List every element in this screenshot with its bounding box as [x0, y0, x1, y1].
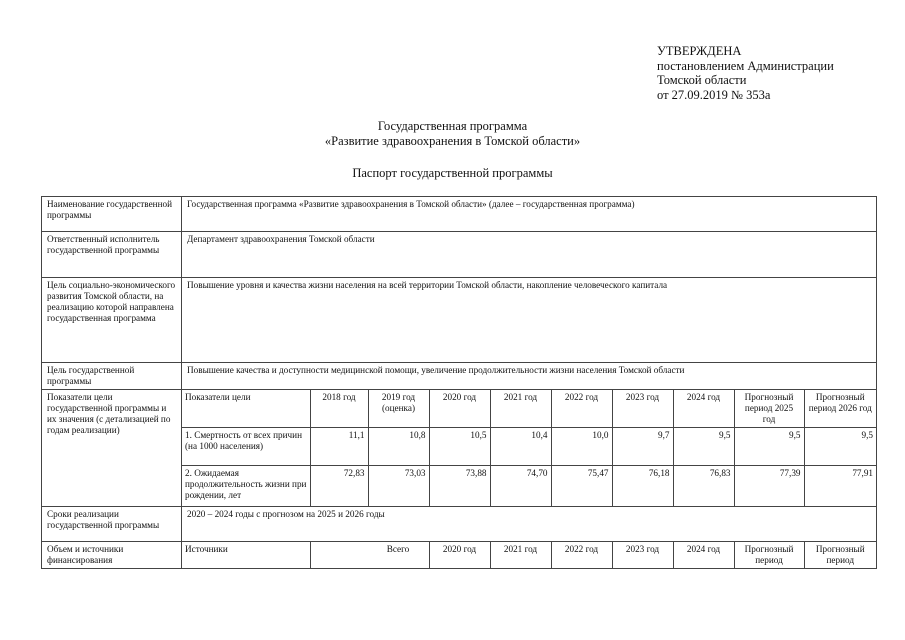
row-indicators [42, 390, 877, 507]
row-name [42, 197, 877, 232]
indicator-value: 76,83 [673, 466, 734, 507]
indicator-value: 73,88 [429, 466, 490, 507]
indicator-value: 9,5 [673, 428, 734, 466]
indicator-value: 9,7 [612, 428, 673, 466]
row-goal-program [42, 363, 877, 390]
row-label: Объем и источники финансирования [42, 542, 182, 569]
funding-header-2022: 2022 год [551, 542, 612, 568]
indicator-value: 9,5 [734, 428, 804, 466]
approval-heading: УТВЕРЖДЕНА [657, 44, 742, 58]
indicators-header-2020: 2020 год [429, 390, 490, 428]
indicators-cell [182, 390, 877, 507]
indicator-name: 2. Ожидаемая продолжительность жизни при рождении, лет [182, 466, 310, 507]
indicator-value: 77,39 [734, 466, 804, 507]
funding-header-2020: 2020 год [429, 542, 490, 568]
indicator-value: 73,03 [368, 466, 429, 507]
table-row [182, 428, 876, 466]
row-value: 2020 – 2024 годы с прогнозом на 2025 и 2026 годы [182, 507, 877, 542]
row-label: Цель социально-экономического развития Томской области, на реализацию которой направлена государственная программа [42, 278, 182, 363]
row-label: Сроки реализации государственной программы [42, 507, 182, 542]
indicator-value: 10,8 [368, 428, 429, 466]
indicator-name: 1. Смертность от всех причин (на 1000 населения) [182, 428, 310, 466]
indicators-header-2022: 2022 год [551, 390, 612, 428]
row-label: Наименование государственной программы [42, 197, 182, 232]
program-title-line-2: «Развитие здравоохранения в Томской области» [324, 133, 581, 148]
indicators-header-2024: 2024 год [673, 390, 734, 428]
funding-header-sources: Источники [182, 542, 310, 568]
indicator-value: 75,47 [551, 466, 612, 507]
indicators-header-2019: 2019 год (оценка) [368, 390, 429, 428]
approval-line-3: от 27.09.2019 № 353а [657, 87, 771, 102]
indicators-table [182, 390, 876, 506]
indicators-header [182, 390, 876, 428]
row-label: Цель государственной программы [42, 363, 182, 390]
indicators-header-2021: 2021 год [490, 390, 551, 428]
indicators-header-2025: Прогнозный период 2025 год [734, 390, 804, 428]
row-value: Повышение качества и доступности медицинской помощи, увеличение продолжительности жизни населения Томской области [182, 363, 877, 390]
funding-header-2026: Прогнозный период [804, 542, 876, 568]
indicator-value: 9,5 [804, 428, 876, 466]
indicators-header-2018: 2018 год [310, 390, 368, 428]
indicator-value: 10,0 [551, 428, 612, 466]
indicator-value: 74,70 [490, 466, 551, 507]
row-label: Показатели цели государственной программы и их значения (с детализацией по годам реализации) [42, 390, 182, 507]
indicator-value: 77,91 [804, 466, 876, 507]
funding-table [182, 542, 876, 568]
row-value: Повышение уровня и качества жизни населения на всей территории Томской области, накопление человеческого капитала [182, 278, 877, 363]
row-period [42, 507, 877, 542]
funding-header [182, 542, 876, 568]
funding-header-total: Всего [310, 542, 429, 568]
program-title [0, 119, 905, 148]
indicator-value: 76,18 [612, 466, 673, 507]
indicator-value: 10,5 [429, 428, 490, 466]
row-label: Ответственный исполнитель государственной программы [42, 232, 182, 278]
program-title-line-1: Государственная программа [377, 119, 528, 133]
funding-cell [182, 542, 877, 569]
indicators-header-name: Показатели цели [182, 390, 310, 428]
approval-block [657, 44, 834, 102]
table-row [182, 466, 876, 507]
funding-header-2023: 2023 год [612, 542, 673, 568]
indicator-value: 11,1 [310, 428, 368, 466]
row-goal-social [42, 278, 877, 363]
row-funding [42, 542, 877, 569]
indicator-value: 10,4 [490, 428, 551, 466]
passport-table [41, 196, 877, 569]
indicator-value: 72,83 [310, 466, 368, 507]
indicators-header-2026: Прогнозный период 2026 год [804, 390, 876, 428]
funding-header-2024: 2024 год [673, 542, 734, 568]
funding-header-2025: Прогнозный период [734, 542, 804, 568]
approval-line-1: постановлением Администрации [657, 58, 834, 73]
approval-line-2: Томской области [657, 73, 747, 87]
passport-title: Паспорт государственной программы [352, 166, 553, 180]
funding-header-2021: 2021 год [490, 542, 551, 568]
row-value: Департамент здравоохранения Томской области [182, 232, 877, 278]
row-value: Государственная программа «Развитие здравоохранения в Томской области» (далее – государственная программа) [182, 197, 877, 232]
row-executor [42, 232, 877, 278]
indicators-header-2023: 2023 год [612, 390, 673, 428]
